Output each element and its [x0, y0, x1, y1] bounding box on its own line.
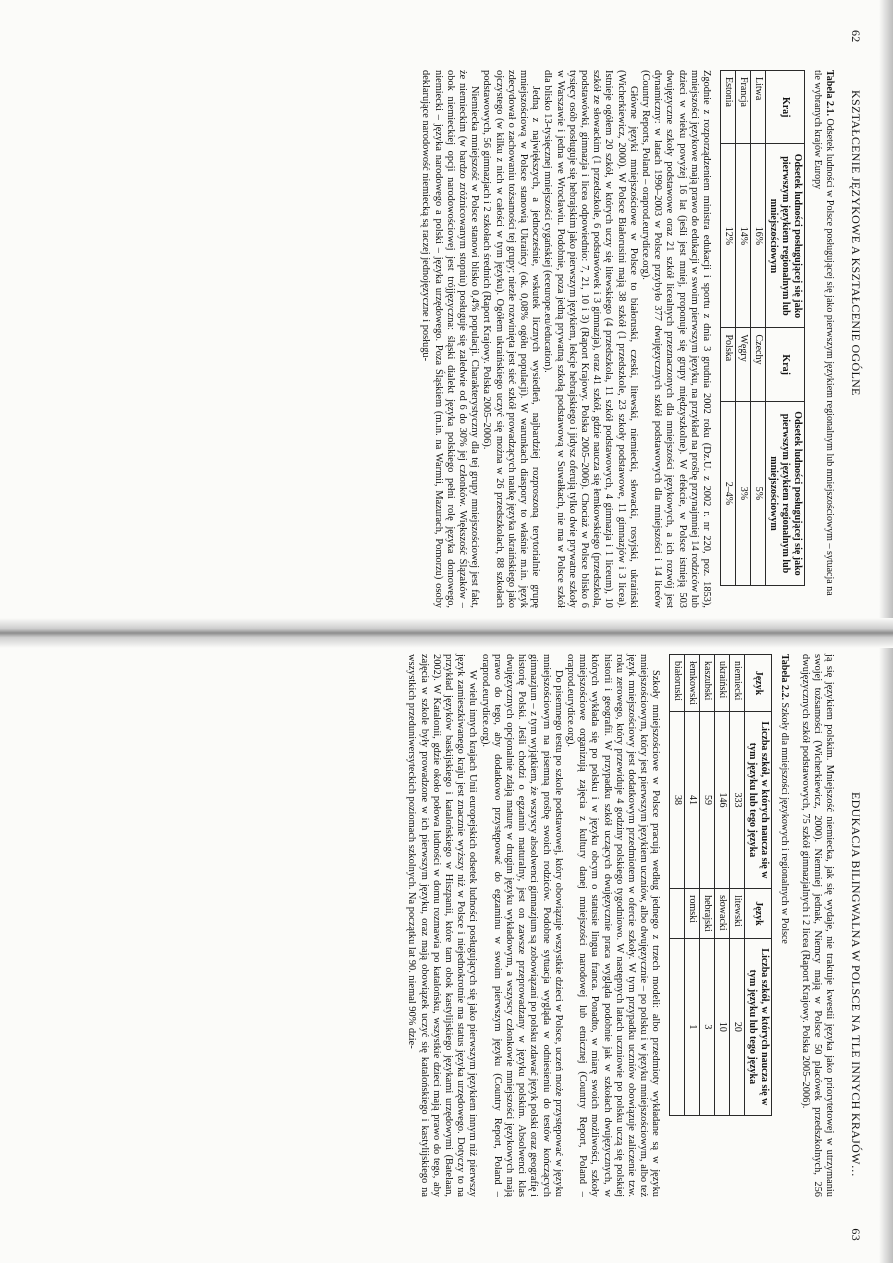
table-cell: Czechy — [751, 328, 766, 401]
table-header-row — [745, 655, 772, 1116]
table-cell: 333 — [730, 711, 745, 888]
table-row — [736, 71, 751, 586]
table-caption — [811, 70, 835, 608]
table-row — [751, 71, 766, 586]
table-cell: 3 — [700, 938, 715, 1115]
table-row — [721, 71, 736, 586]
column-header: Liczba szkół, w których naucza się w tym języku lub tego języka — [745, 938, 772, 1115]
running-header — [845, 30, 863, 608]
table-row — [700, 655, 715, 1116]
page-number: 62 — [849, 30, 863, 43]
table-row — [715, 655, 730, 1116]
body-paragraph: Zgodnie z rozporządzeniem ministra edukacji i sportu z dnia 3 grudnia 2002 roku (Dz.U. z 2002 r. nr 220, poz. 1853), mniejszości językowe mają prawo do edukacji w swoim pierwszym języku, na przykład na prośbę przynajmniej 14 rodziców lub dzieci w wieku powyżej 16 lat (jeśli jest mniej, proponuje się grupy międzyszkolne). W efekcie, w Polsce istnieją 503 dwujęzyczne szkoły podstawowe oraz 21 szkół licealnych przeznaczonych dla mniejszości językowych, a ich rozwój jest dynamiczny: w latach 1990–2003 w Polsce przybyło 377 dwujęzycznych szkół podstawowych dla mniejszości i 14 liceów (Country Reports, Poland – oraprod.eurydice.org). — [639, 70, 712, 608]
table-cell: 14% — [736, 144, 751, 328]
right-page — [0, 640, 893, 1263]
body-paragraph: Niemiecka mniejszość w Polsce stanowi blisko 0,4% populacji. Charakterystyczny dla tej grupy mniejszościowej jest fakt, że niemieckim (w bardzo zróżnicowanym stopniu) posługuje się zaledwie od 6 do 30% jej członków. Większość Ślązaków – obok niemieckiej opcji narodowościowej jest trójjęzyczna: śląski dialekt języka polskiego pełni rolę języka domowego, niemiecki – języka narodowego a polski – języka urzędowego. Poza Śląskiem (m.in. na Warmii, Mazurach, Pomorzu) osoby deklarujące narodowość niemiecką są raczej jednojęzyczne i posługu- — [420, 70, 481, 608]
table-cell: 20 — [730, 938, 745, 1115]
table-cell: Polska — [721, 328, 736, 401]
table-cell: 41 — [685, 711, 700, 888]
column-header: Odsetek ludności posługującej się jako pierwszym językiem regionalnym lub mniejszościowym — [766, 144, 805, 328]
body-paragraph: Do pisemnego testu po szkole podstawowej, który obowiązuje wszystkie dzieci w Polsce, uczeń może przystępować w języku mniejszościowym na pisemną prośbę swoich rodziców. Podobne sytuacja wygląda w odniesieniu do testów kończących gimnazjum – z tym wyjątkiem, że wszyscy absolwenci gimnazjum są zobowiązani po polsku zdawać język polski oraz geografię i historię Polski. Jeśli chodzi o egzamin maturalny, jest on zawsze przeprowadzany w języku polskim. Absolwenci klas dwujęzycznych opcjonalnie zdają maturę w drugim języku wykładowym, a wszyscy członkowie mniejszości językowych mają prawo do tego, aby dodatkowo przystępować do egzaminu w swoim pierwszym języku (Country Report, Poland – oraprod.eurydice.org). — [479, 654, 564, 1197]
running-head-title: EDUKACJA BILINGWALNA W POLSCE NA TLE INNYCH KRAJÓW… — [849, 792, 863, 1177]
body-paragraph: Jedną z największych, a jednocześnie, wskutek licznych wysiedleń, najbardziej rozproszoną terytorialnie grupę mniejszościową w Polsce stanowią Ukraińcy (ok. 0,08% ogółu populacji). W warunkach diaspory to właśnie m.in. język zdecydował o zachowaniu tożsamości tej grupy; niezłe rozwinięta jest sieć szkół prowadzących naukę języka ukraińskiego jako ojczystego (w kilku z nich w całości w tym języku). Ogółem ukraińskiego uczyć się można w 26 przedszkolach, 88 szkołach podstawowych, 56 gimnazjach i 2 szkołach średnich (Raport Krajowy. Polska 2005–2006). — [481, 70, 542, 608]
table-cell: 12% — [721, 144, 736, 328]
page-number: 63 — [849, 1228, 863, 1241]
table-row — [730, 655, 745, 1116]
table-cell: 10 — [715, 938, 730, 1115]
body-paragraph: ją się językiem polskim. Mniejszość niemiecka, jak się wydaje, nie traktuje kwestii języka jako priorytetowej w utrzymaniu swojej tożsamości (Wicherkiewicz, 2000). Niemniej jednak, Niemcy mają w Polsce 50 placówek przedszkolnych, 256 dwujęzycznych szkół podstawowych, 75 szkół gimnazjalnych i 2 licea (Raport Krajowy. Polska 2005–2006). — [799, 654, 835, 1197]
running-header — [845, 654, 863, 1241]
table-caption-text: Odsetek ludności w Polsce posługującej się jako pierwszym językiem regionalnym lub mniejszościowym – sytuacja na tle wybranych krajów Europy — [812, 70, 835, 596]
table-cell: 16% — [751, 144, 766, 328]
table-caption — [778, 654, 790, 1197]
column-header: Liczba szkół, w których naucza się w tym języku lub tego języka — [745, 711, 772, 888]
minority-language-share-table — [720, 70, 805, 586]
table-cell: ukraiński — [715, 655, 730, 712]
table-label: Tabela 2.1. — [824, 70, 835, 117]
body-paragraph: W wielu innych krajach Unii europejskich odsetek ludności posługujących się jako pierwszym językiem innym niż pierwszy język zamieszkiwanego kraju jest znacznie wyższy niż w Polsce i niejednokrotnie ma status języka urzędowego. Dotyczy to na przykład języków baskijskiego i katalońskiego w Hiszpanii, które tam obok kastylijskiego językami urzędowymi (Batelaan, 2002). W Katalonii, gdzie około połowa ludności w domu rozmawia po katalońsku, wszystkie dzieci mają prawo do tego, aby zajęcia w szkole były prowadzone w ich pierwszym języku, oraz mają obowiązek uczyć się katalońskiego i kastylijskiego na wszystkich przeduniwersyteckich poziomach szkolnych. Na początku lat 90. niemal 90% dzie- — [406, 654, 479, 1197]
table-row — [685, 655, 700, 1116]
body-paragraph: Szkoły mniejszościowe w Polsce pracują według jednego z trzech modeli: albo przedmioty wykładane są w języku mniejszościowym, który jest pierwszym językiem uczniów, albo dwujęzycznie – po polsku i w języku mniejszościowym, albo też język mniejszościowy jest dodatkowym przedmiotem w ofercie szkoły. W tym przypadku uczniów obowiązuje zaliczenie tzw. roku zerowego, który przewiduje 4 godziny polskiego tygodniowo. W następnych latach uczniowie po polsku uczą się polskiej historii i geografii. W przypadku szkół uczących dwujęzycznie praca wygląda podobnie jak w szkołach dwujęzycznych, w których wykłada się po polsku i w języku obcym o statusie lingua franca. Ponadto, w miarę swoich możliwości, szkoły mniejszościowe organizują zajęcia z kultury danej mniejszości narodowej lub etnicznej (Country Report, Poland – oraprod.eurydice.org). — [564, 654, 662, 1197]
column-header: Kraj — [766, 71, 805, 144]
running-head-title: KSZTAŁCENIE JĘZYKOWE A KSZTAŁCENIE OGÓLNE — [849, 90, 863, 396]
table-cell: Estonia — [721, 71, 736, 144]
minority-schools-table — [669, 654, 772, 1116]
table-cell: białoruski — [670, 655, 685, 712]
table-cell: Francja — [736, 71, 751, 144]
left-page — [0, 0, 893, 628]
table-cell: litewski — [730, 889, 745, 939]
table-cell — [670, 889, 685, 939]
table-cell: 5% — [751, 401, 766, 585]
table-cell: 1 — [685, 938, 700, 1115]
table-label: Tabela 2.2. — [779, 654, 791, 701]
table-cell: Litwa — [751, 71, 766, 144]
table-cell: 59 — [700, 711, 715, 888]
table-cell: łemkowski — [685, 655, 700, 712]
column-header: Język — [745, 889, 772, 939]
table-caption-text: Szkoły dla mniejszości językowych i regionalnych w Polsce — [779, 702, 791, 944]
table-cell: 2–4% — [721, 401, 736, 585]
table-header-row — [766, 71, 805, 586]
body-paragraph: Główne języki mniejszościowe w Polsce to białoruski, czeski, litewski, niemiecki, słowacki, rosyjski, ukraiński (Wicherkiewicz, 2000). W Polsce Białorusini mają 38 szkół (1 przedszkole, 23 szkoły podstawowe, 11 gimnazjów i 3 licea). Istnieje ogółem 20 szkół, w których uczy się litewskiego (4 przedszkola, 11 szkół podstawowych, 4 gimnazja i 1 liceum), 10 szkół ze słowackim (1 przedszkole, 6 podstawówek i 3 gimnazja), oraz 41 szkół, gdzie naucza się łemkowskiego (przedszkola, podstawówki, gimnazja i licea odpowiednio: 7, 21, 10 i 3) (Raport Krajowy. Polska 2005–2006). Chociaż w Polsce blisko 6 tysięcy osób posługuje się hebrajskim jako pierwszym językiem, lekcje hebrajskiego i jidysz oferują tylko dwie prywatne szkoły w Warszawie i jedna we Wrocławiu. Podobnie, poza jedną prywatną szkołą podstawową w Suwałkach, nie ma w Polsce szkół dla blisko 13-tysięcznej mniejszości cygańskiej (eceurope.eu/education). — [542, 70, 639, 608]
table-cell: Węgry — [736, 328, 751, 401]
table-cell: hebrajski — [700, 889, 715, 939]
column-header: Język — [745, 655, 772, 712]
column-header: Kraj — [766, 328, 805, 401]
table-cell: 146 — [715, 711, 730, 888]
table-cell: 38 — [670, 711, 685, 888]
table-row — [670, 655, 685, 1116]
table-cell: 3% — [736, 401, 751, 585]
table-cell: kaszubski — [700, 655, 715, 712]
column-header: Odsetek ludności posługującej się jako pierwszym językiem regionalnym lub mniejszościowym — [766, 401, 805, 585]
table-cell — [670, 938, 685, 1115]
table-cell: słowacki — [715, 889, 730, 939]
table-cell: romski — [685, 889, 700, 939]
table-cell: niemiecki — [730, 655, 745, 712]
